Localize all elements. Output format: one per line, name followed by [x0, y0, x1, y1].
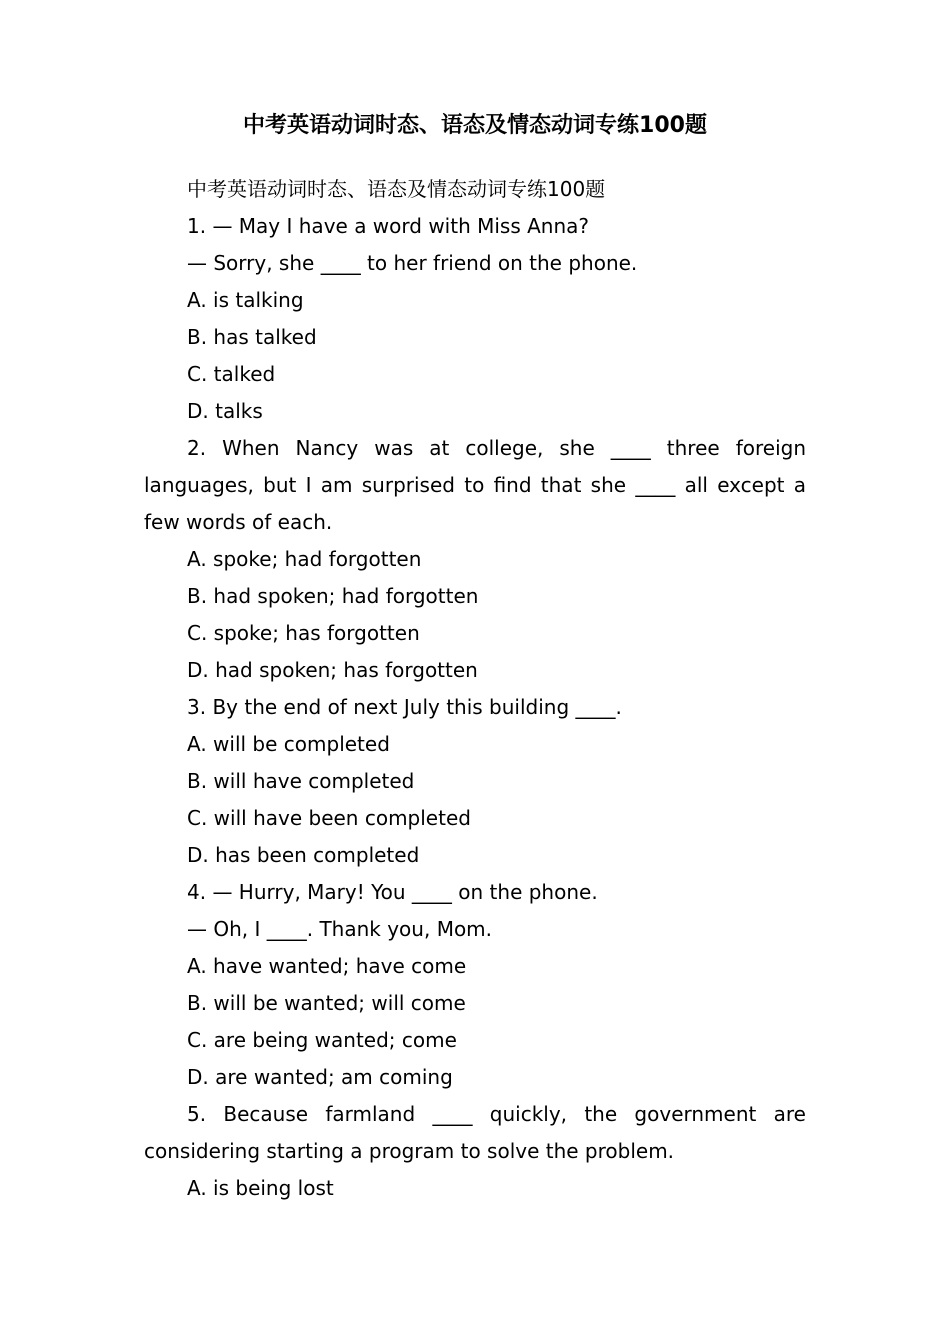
question-1-option-d: D. talks [187, 399, 263, 423]
question-3-stem: 3. By the end of next July this building ____. [187, 695, 622, 719]
question-3-option-b: B. will have completed [187, 769, 415, 793]
subtitle-line: 中考英语动词时态、语态及情态动词专练100题 [187, 177, 606, 201]
question-5-option-a: A. is being lost [187, 1176, 334, 1200]
question-3-option-a: A. will be completed [187, 732, 390, 756]
question-1-option-b: B. has talked [187, 325, 317, 349]
question-3-option-c: C. will have been completed [187, 806, 471, 830]
question-4-option-b: B. will be wanted; will come [187, 991, 466, 1015]
question-1-stem-line-2: — Sorry, she ____ to her friend on the phone. [187, 251, 638, 275]
question-2-option-c: C. spoke; has forgotten [187, 621, 420, 645]
question-2-option-a: A. spoke; had forgotten [187, 547, 422, 571]
question-2-option-b: B. had spoken; had forgotten [187, 584, 479, 608]
question-5-stem: 5. Because farmland ____ quickly, the government are considering starting a program to solve the problem. [144, 1102, 806, 1163]
question-4-option-c: C. are being wanted; come [187, 1028, 457, 1052]
question-4-stem-line-1: 4. — Hurry, Mary! You ____ on the phone. [187, 880, 598, 904]
question-4-option-d: D. are wanted; am coming [187, 1065, 453, 1089]
question-4-option-a: A. have wanted; have come [187, 954, 467, 978]
question-1-option-a: A. is talking [187, 288, 304, 312]
document-body [144, 171, 806, 1207]
question-2-option-d: D. had spoken; has forgotten [187, 658, 478, 682]
question-3-option-d: D. has been completed [187, 843, 420, 867]
question-1-stem-line-1: 1. — May I have a word with Miss Anna? [187, 214, 590, 238]
question-1-option-c: C. talked [187, 362, 276, 386]
question-2-stem: 2. When Nancy was at college, she ____ three foreign languages, but I am surprised to find that she ____ all except a few words of each. [144, 436, 806, 534]
question-4-stem-line-2: — Oh, I ____. Thank you, Mom. [187, 917, 493, 941]
document-title: 中考英语动词时态、语态及情态动词专练100题 [243, 113, 707, 138]
